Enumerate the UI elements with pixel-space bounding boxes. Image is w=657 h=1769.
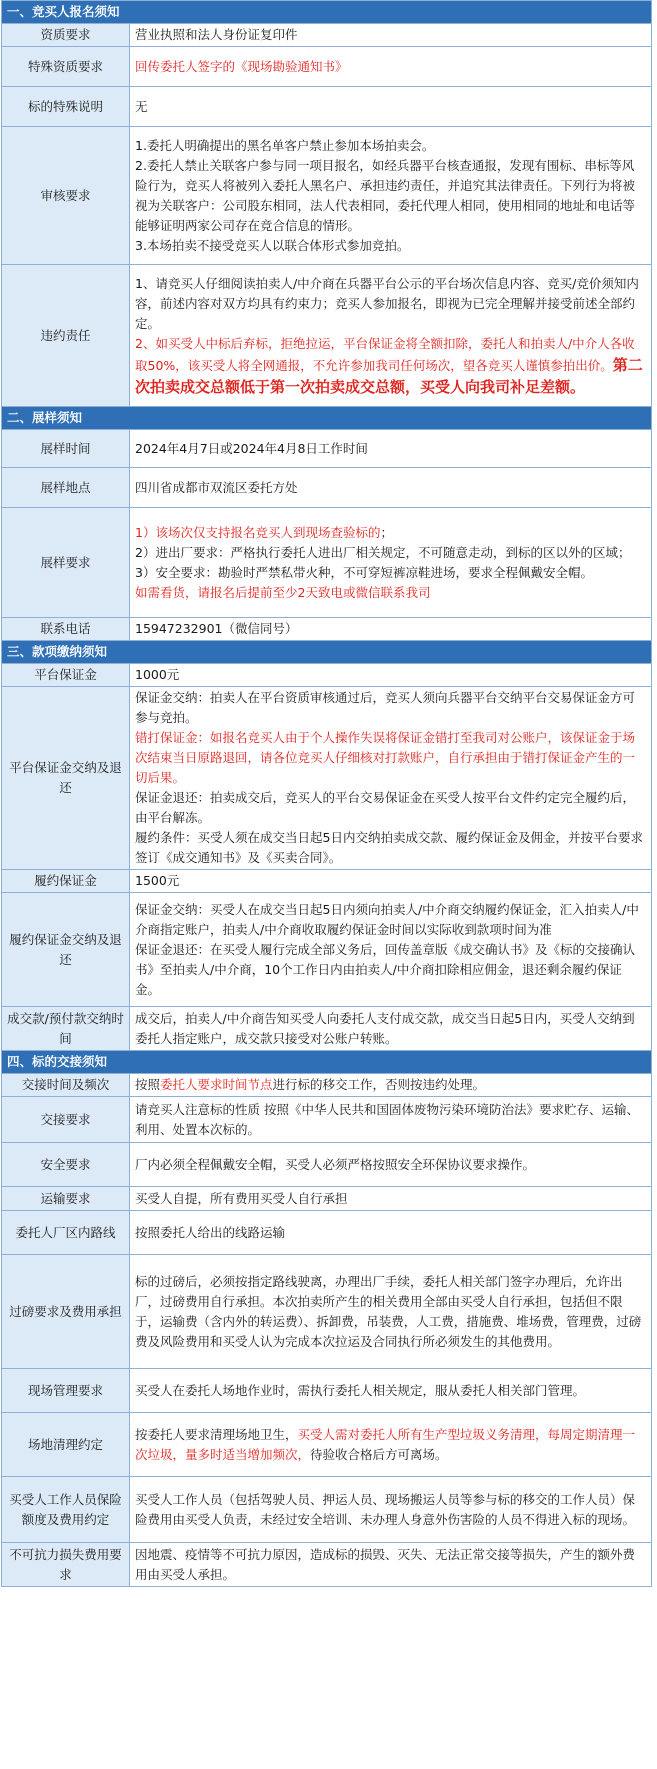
value-special-qualification: 回传委托人签字的《现场勘验通知书》 xyxy=(130,47,652,87)
review-item-1: 1.委托人明确提出的黑名单客户禁止参加本场拍卖会。 xyxy=(135,137,435,153)
value-viewing-time: 2024年4月7日或2024年4月8日工作时间 xyxy=(130,430,652,468)
value-review-requirements xyxy=(130,127,652,265)
label-item-special-note: 标的特殊说明 xyxy=(2,87,130,127)
viewing-item-1: 1）该场次仅支持报名竞买人到现场查验标的； xyxy=(135,524,393,540)
viewing-contact-note: 如需看货，请报名后提前至少2天致电或微信联系我司 xyxy=(135,584,431,600)
value-force-majeure: 因地震、疫情等不可抗力原因，造成标的损毁、灭失、无法正常交接等损失，产生的额外费用由买受人承担。 xyxy=(130,1543,652,1587)
label-site-management: 现场管理要求 xyxy=(2,1369,130,1413)
notice-table xyxy=(1,0,652,1587)
label-handover-time: 交接时间及频次 xyxy=(2,1074,130,1097)
label-worker-insurance: 买受人工作人员保险额度及费用约定 xyxy=(2,1477,130,1543)
performance-condition-text: 履约条件：买受人须在成交当日起5日内交纳拍卖成交款、履约保证金及佣金，并按平台要求签订《成交通知书》及《买卖合同》。 xyxy=(135,830,643,865)
viewing-onsite-only: 该场次仅支持报名竞买人到现场查验标的 xyxy=(155,524,381,540)
label-viewing-requirements: 展样要求 xyxy=(2,508,130,618)
site-cleanup-obligation: 买受人需对委托人所有生产型垃圾义务清理，每周定期清理一次垃圾，量多时适当增加频次， xyxy=(135,1426,636,1462)
label-payment-deadline: 成交款/预付款交纳时间 xyxy=(2,1007,130,1051)
deposit-wrong-transfer-text: 错打保证金：如报名竞买人由于个人操作失误将保证金错打至我司对公账户，该保证金于场次结束当日原路退回，请各位竞买人仔细核对打款账户，自行承担由于错打保证金产生的一切后果。 xyxy=(135,730,636,785)
label-force-majeure: 不可抗力损失费用要求 xyxy=(2,1543,130,1587)
label-breach-liability: 违约责任 xyxy=(2,265,130,407)
label-performance-deposit: 履约保证金 xyxy=(2,870,130,893)
label-contact-phone: 联系电话 xyxy=(2,618,130,641)
viewing-item-3: 3）安全要求：勘验时严禁私带火种，不可穿短裤凉鞋进场，要求全程佩戴安全帽。 xyxy=(135,564,593,580)
section-4-header: 四、标的交接须知 xyxy=(2,1051,652,1074)
label-platform-deposit-payment: 平台保证金交纳及退还 xyxy=(2,687,130,870)
section-3-header: 三、款项缴纳须知 xyxy=(2,641,652,664)
label-viewing-time: 展样时间 xyxy=(2,430,130,468)
breach-item-1: 1、请竞买人仔细阅读拍卖人/中介商在兵器平台公示的平台场次信息内容、竞买/竞价须知内容，前述内容对双方均具有约束力；竞买人参加报名，即视为已完全理解并接受前述全部约定。 xyxy=(135,275,639,331)
value-worker-insurance: 买受人工作人员（包括驾驶人员、押运人员、现场搬运人员等参与标的移交的工作人员）保险费用由买受人负责，未经过安全培训、未办理人身意外伤害险的人员不得进入标的现场。 xyxy=(130,1477,652,1543)
label-review-requirements: 审核要求 xyxy=(2,127,130,265)
value-payment-deadline: 成交后，拍卖人/中介商告知买受人向委托人支付成交款，成交当日起5日内，买受人交纳到委托人指定账户，成交款只接受对公账户转账。 xyxy=(130,1007,652,1051)
breach-item-2: 2、如买受人中标后弃标，拒绝拉运，平台保证金将全额扣除，委托人和拍卖人/中介人各收取50%，该买受人将全网通报，不允许参加我司任何场次，望各竞买人谨慎参拍出价。 xyxy=(135,335,635,373)
viewing-item-2: 2）进出厂要求：严格执行委托人进出厂相关规定，不可随意走动，到标的区以外的区域； xyxy=(135,544,631,560)
performance-deposit-refund-text: 保证金退还：在买受人履行完成全部义务后，回传盖章版《成交确认书》及《标的交接确认书》至拍卖人/中介商，10个工作日内由拍卖人/中介商扣除相应佣金，退还剩余履约保证金。 xyxy=(135,941,636,997)
value-handover-time: 按照委托人要求时间节点进行标的移交工作，否则按违约处理。 xyxy=(130,1074,652,1097)
deposit-payment-text: 保证金交纳：拍卖人在平台资质审核通过后，竞买人须向兵器平台交纳平台交易保证金方可参与竞拍。 xyxy=(135,690,636,725)
section-1-header: 一、竞买人报名须知 xyxy=(2,1,652,24)
value-performance-deposit: 1500元 xyxy=(130,870,652,893)
review-item-3: 3.本场拍卖不接受竞买人以联合体形式参加竞拍。 xyxy=(135,237,410,253)
label-transport-requirements: 运输要求 xyxy=(2,1187,130,1211)
value-qualification: 营业执照和法人身份证复印件 xyxy=(130,24,652,47)
value-platform-deposit-payment xyxy=(130,687,652,870)
value-factory-route: 按照委托人给出的线路运输 xyxy=(130,1211,652,1255)
performance-deposit-payment-text: 保证金交纳：买受人在成交当日起5日内须向拍卖人/中介商交纳履约保证金，汇入拍卖人/中介商指定账户，拍卖人/中介商收取履约保证金时间以实际收到款项时间为准 xyxy=(135,901,639,937)
label-handover-requirements: 交接要求 xyxy=(2,1097,130,1143)
value-weighing-costs: 标的过磅后，必须按指定路线驶离，办理出厂手续，委托人相关部门签字办理后，允许出厂，过磅费用自行承担。本次拍卖所产生的相关费用全部由买受人自行承担，包括但不限于，运输费（含内外的转运费）、拆卸费，吊装费，人工费，措施费、堆场费，管理费，过磅费及风险费用和买受人认为完成本次拉运及合同执行所必须发生的其他费用。 xyxy=(130,1255,652,1369)
label-viewing-location: 展样地点 xyxy=(2,468,130,508)
label-weighing-costs: 过磅要求及费用承担 xyxy=(2,1255,130,1369)
value-performance-deposit-payment xyxy=(130,893,652,1007)
value-platform-deposit: 1000元 xyxy=(130,664,652,687)
label-site-cleanup: 场地清理约定 xyxy=(2,1413,130,1477)
label-safety-requirements: 安全要求 xyxy=(2,1143,130,1187)
value-site-management: 买受人在委托人场地作业时，需执行委托人相关规定，服从委托人相关部门管理。 xyxy=(130,1369,652,1413)
value-site-cleanup: 按委托人要求清理场地卫生，买受人需对委托人所有生产型垃圾义务清理，每周定期清理一次垃圾，量多时适当增加频次，待验收合格后方可离场。 xyxy=(130,1413,652,1477)
breach-shortfall-note: 第二次拍卖成交总额低于第一次拍卖成交总额，买受人向我司补足差额。 xyxy=(135,355,643,396)
label-factory-route: 委托人厂区内路线 xyxy=(2,1211,130,1255)
value-handover-requirements: 请竞买人注意标的性质 按照《中华人民共和国固体废物污染环境防治法》要求贮存、运输、利用、处置本次标的。 xyxy=(130,1097,652,1143)
value-transport-requirements: 买受人自提，所有费用买受人自行承担 xyxy=(130,1187,652,1211)
handover-time-node: 委托人要求时间节点 xyxy=(160,1077,273,1092)
label-special-qualification: 特殊资质要求 xyxy=(2,47,130,87)
value-viewing-requirements xyxy=(130,508,652,618)
label-qualification: 资质要求 xyxy=(2,24,130,47)
section-2-header: 二、展样须知 xyxy=(2,407,652,430)
value-contact-phone: 15947232901（微信同号） xyxy=(130,618,652,641)
value-viewing-location: 四川省成都市双流区委托方处 xyxy=(130,468,652,508)
value-breach-liability xyxy=(130,265,652,407)
value-item-special-note: 无 xyxy=(130,87,652,127)
label-performance-deposit-payment: 履约保证金交纳及退还 xyxy=(2,893,130,1007)
review-item-2: 2.委托人禁止关联客户参与同一项目报名，如经兵器平台核查通报，发现有围标、串标等风险行为，竞买人将被列入委托人黑名户、承担违约责任，并追究其法律责任。下列行为将被视为关联客户：公司股东相同，法人代表相同，委托代理人相同，使用相同的地址和电话等能够证明两家公司存在竞合信息的情形。 xyxy=(135,157,636,233)
value-safety-requirements: 厂内必须全程佩戴安全帽，买受人必须严格按照安全环保协议要求操作。 xyxy=(130,1143,652,1187)
deposit-refund-text: 保证金退还：拍卖成交后，竞买人的平台交易保证金在买受人按平台文件约定完全履约后，由平台解冻。 xyxy=(135,790,636,825)
label-platform-deposit: 平台保证金 xyxy=(2,664,130,687)
